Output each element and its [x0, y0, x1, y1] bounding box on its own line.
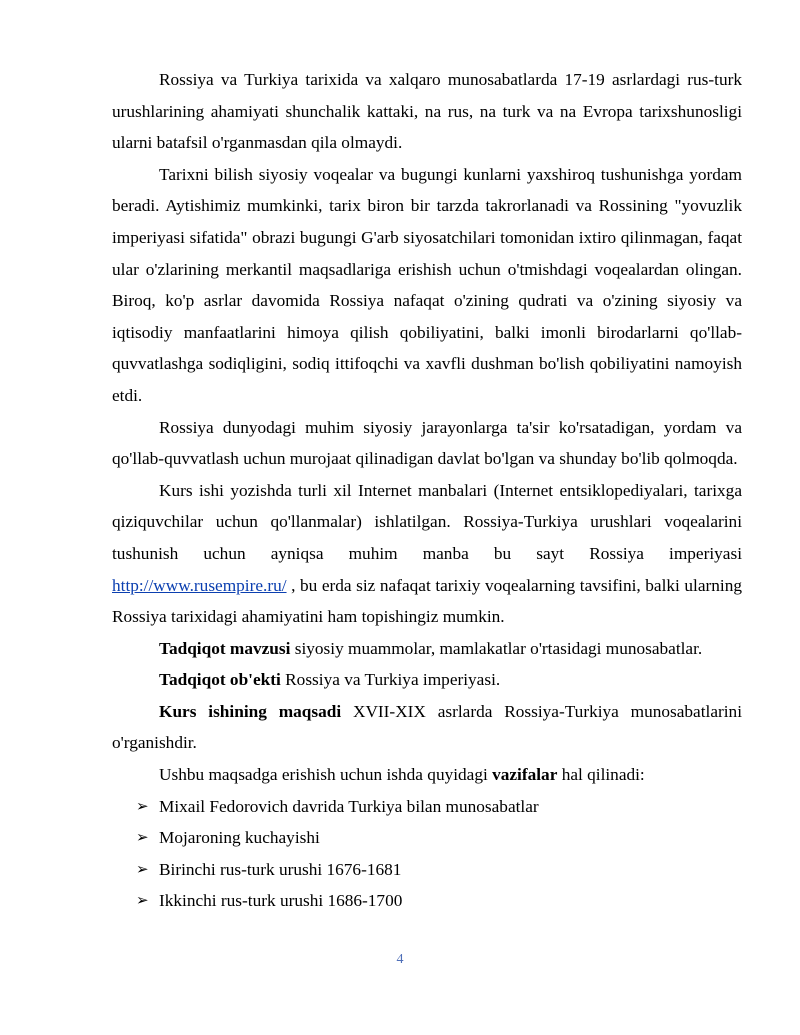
list-item-text: Mojaroning kuchayishi — [159, 828, 320, 848]
tasks-label: vazifalar — [492, 765, 558, 785]
course-goal-text: XVII-XIX asrlarda Rossiya-Turkiya munosabatlarini o'rganishdir. — [112, 701, 742, 753]
tasks-intro-end: hal qilinadi: — [557, 765, 645, 785]
paragraph-course-goal — [112, 696, 742, 759]
list-item — [112, 885, 742, 917]
paragraph-research-topic — [112, 633, 742, 665]
document-page — [112, 64, 742, 917]
list-item — [112, 791, 742, 823]
research-topic-text: siyosiy muammolar, mamlakatlar o'rtasidagi munosabatlar. — [290, 638, 703, 658]
list-item-text: Birinchi rus-turk urushi 1676-1681 — [159, 859, 402, 879]
list-item — [112, 822, 742, 854]
research-topic-label: Tadqiqot mavzusi — [159, 638, 291, 658]
list-item-text: Ikkinchi rus-turk urushi 1686-1700 — [159, 891, 403, 911]
arrow-bullet-icon: ➢ — [136, 891, 149, 910]
arrow-bullet-icon: ➢ — [136, 796, 149, 815]
paragraph-intro: Rossiya va Turkiya tarixida va xalqaro munosabatlarda 17-19 asrlardagi rus-turk urushlarining ahamiyati shunchalik kattaki, na rus, na turk va na Evropa tarixshunosligi ularni batafsil o'rganmasdan qila olmaydi. — [112, 70, 742, 153]
course-goal-label: Kurs ishining maqsadi — [159, 701, 342, 721]
list-item — [112, 854, 742, 886]
paragraph-tasks-intro — [112, 759, 742, 791]
paragraph-russia-role: Rossiya dunyodagi muhim siyosiy jarayonlarga ta'sir ko'rsatadigan, yordam va qo'llab-quvvatlash uchun murojaat qilinadigan davlat bo'lgan va shunday bo'lib qolmoqda. — [112, 417, 742, 469]
paragraph-research-object — [112, 664, 742, 696]
list-item-text: Mixail Fedorovich davrida Turkiya bilan munosabatlar — [159, 796, 539, 816]
paragraph-sources — [112, 475, 742, 633]
rusempire-link[interactable]: http://www.rusempire.ru/ — [112, 575, 287, 595]
arrow-bullet-icon: ➢ — [136, 859, 149, 878]
research-object-text: Rossiya va Turkiya imperiyasi. — [280, 670, 501, 690]
tasks-intro-text: Ushbu maqsadga erishish uchun ishda quyidagi — [159, 765, 493, 785]
sources-text: Kurs ishi yozishda turli xil Internet manbalari (Internet entsiklopediyalari, tarixga qiziquvchilar uchun qo'llanmalar) ishlatilgan. Rossiya-Turkiya urushlari voqealarini tushunish uchun ayniqsa muhim manba bu sayt Rossiya imperiyasi — [112, 480, 742, 563]
task-list — [112, 791, 742, 917]
research-object-label: Tadqiqot ob'ekti — [159, 670, 281, 690]
sources-text-end: , bu erda siz nafaqat tarixiy voqealarning tavsifini, balki ularning Rossiya tarixidagi ahamiyatini ham topishingiz mumkin. — [112, 575, 742, 627]
paragraph-history: Tarixni bilish siyosiy voqealar va bugungi kunlarni yaxshiroq tushunishga yordam beradi. Aytishimiz mumkinki, tarix biron bir tarzda takrorlanadi va Rossining "yovuzlik imperiyasi sifatida" obrazi bugungi G'arb siyosatchilari tomonidan ixtiro qilinmagan, faqat ular o'zlarining merkantil maqsadlariga erishish uchun o'tmishdagi voqealardan olingan. Biroq, ko'p asrlar davomida Rossiya nafaqat o'zining qudrati va o'zining siyosiy va iqtisodiy manfaatlarini himoya qilish qobiliyatini, balki imonli birodarlarni qo'llab-quvvatlashga sodiqligini, sodiq ittifoqchi va xavfli dushman bo'lish qobiliyatini namoyish etdi. — [112, 164, 742, 405]
arrow-bullet-icon: ➢ — [136, 828, 149, 847]
page-number: 4 — [396, 952, 404, 967]
